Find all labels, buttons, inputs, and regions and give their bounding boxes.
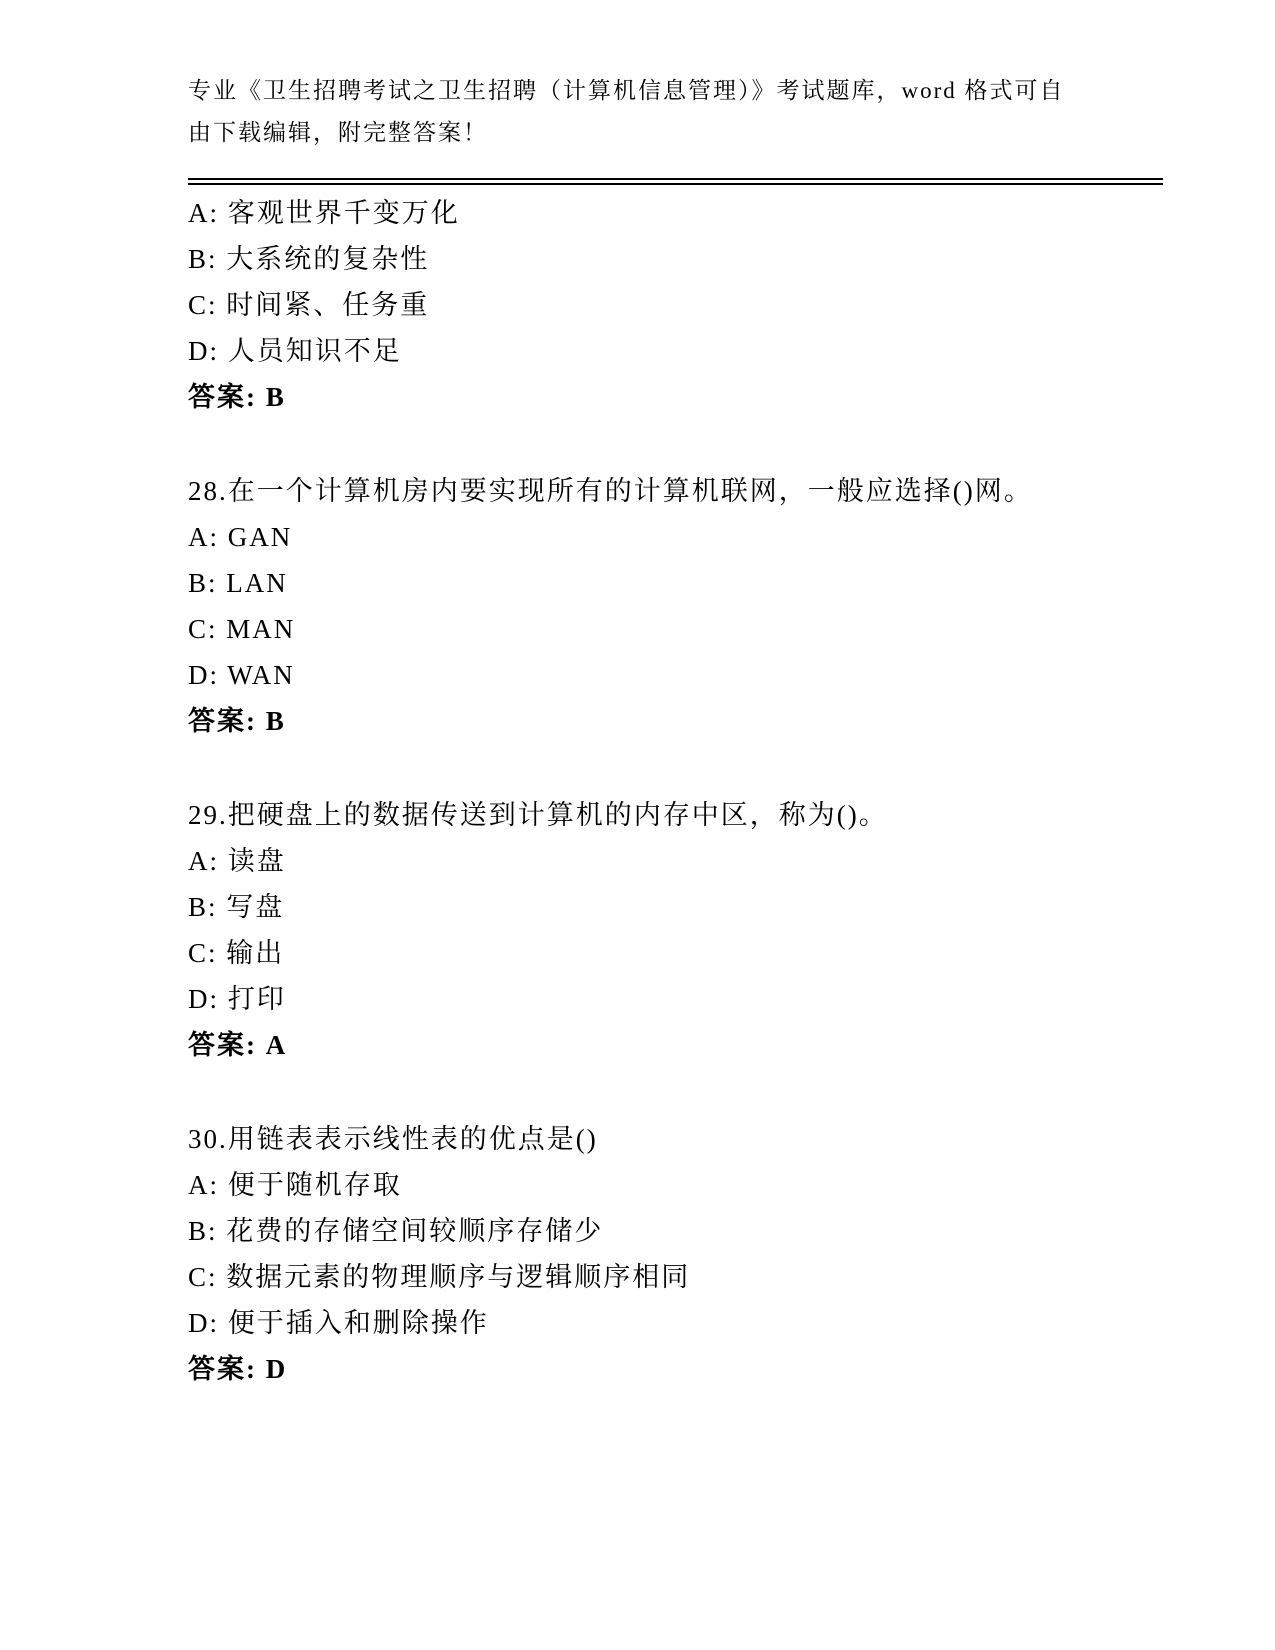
option-d: D: WAN [188,660,295,690]
question-block-28 [188,468,1163,744]
option-b: B: 大系统的复杂性 [188,244,430,274]
option-b: B: 花费的存储空间较顺序存储少 [188,1216,604,1246]
option-d: D: 便于插入和删除操作 [188,1308,489,1338]
question-stem: 28.在一个计算机房内要实现所有的计算机联网，一般应选择()网。 [188,476,1033,506]
option-c: C: MAN [188,614,296,644]
answer-line: 答案: B [188,382,286,412]
question-stem: 30.用链表表示线性表的优点是() [188,1124,598,1154]
option-c: C: 数据元素的物理顺序与逻辑顺序相同 [188,1262,691,1292]
header-double-rule [188,178,1163,185]
answer-line: 答案: D [188,1354,288,1384]
option-a: A: 便于随机存取 [188,1170,402,1200]
header-title-line-1: 专业《卫生招聘考试之卫生招聘（计算机信息管理）》考试题库，word 格式可自 [188,78,1065,103]
option-a: A: 读盘 [188,846,286,876]
question-block-27-continued [188,190,1163,420]
answer-line: 答案: A [188,1030,288,1060]
document-header [188,70,1088,154]
option-a: A: GAN [188,522,293,552]
header-title-line-2: 由下载编辑，附完整答案！ [188,120,488,145]
option-c: C: 时间紧、任务重 [188,290,430,320]
option-c: C: 输出 [188,938,285,968]
option-b: B: 写盘 [188,892,285,922]
option-d: D: 打印 [188,984,286,1014]
question-stem: 29.把硬盘上的数据传送到计算机的内存中区，称为()。 [188,800,888,830]
question-block-30 [188,1116,1163,1392]
question-block-29 [188,792,1163,1068]
option-b: B: LAN [188,568,288,598]
option-d: D: 人员知识不足 [188,336,402,366]
document-body [188,190,1163,1440]
answer-line: 答案: B [188,706,286,736]
option-a: A: 客观世界千变万化 [188,198,460,228]
